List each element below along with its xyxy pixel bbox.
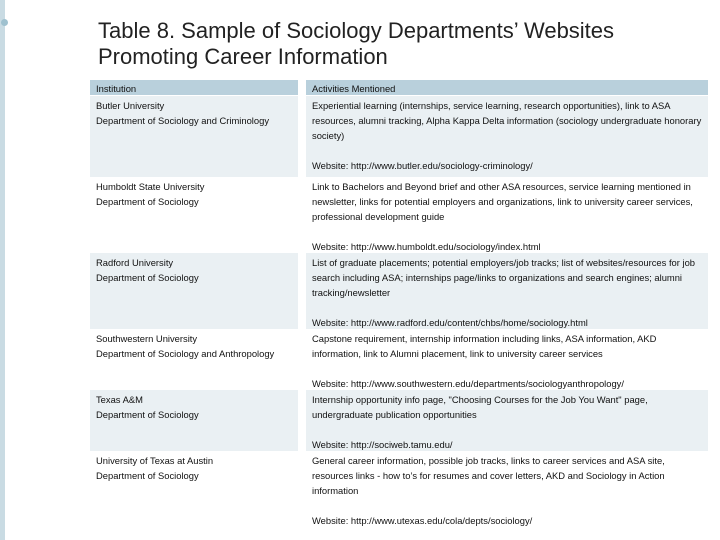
table-row	[90, 329, 708, 390]
institution-cell	[90, 96, 298, 177]
table-row	[90, 390, 708, 451]
slide-title: Table 8. Sample of Sociology Departments’ Websites Promoting Career Information	[98, 18, 615, 69]
institution-name: Texas A&M	[96, 394, 143, 405]
institution-name: Southwestern University	[96, 333, 198, 344]
department-name: Department of Sociology	[96, 470, 199, 481]
career-info-table	[90, 80, 708, 527]
activities-text: Link to Bachelors and Beyond brief and other ASA resources, service learning mentioned in newsletter, links for potential employers and organizations, link to university career services, professional development guide	[312, 181, 693, 222]
department-name: Department of Sociology	[96, 272, 199, 283]
activities-cell	[306, 390, 708, 451]
table-row	[90, 253, 708, 329]
website-text: Website: http://www.utexas.edu/cola/depts/sociology/	[312, 515, 533, 526]
institution-name: Radford University	[96, 257, 174, 268]
slide-accent-bar	[0, 0, 5, 540]
activities-cell	[306, 177, 708, 253]
table-header-row	[90, 80, 708, 96]
institution-name: Humboldt State University	[96, 181, 205, 192]
institution-cell	[90, 253, 298, 329]
website-text: Website: http://www.southwestern.edu/departments/sociologyanthropology/	[312, 378, 624, 389]
activities-cell	[306, 451, 708, 527]
department-name: Department of Sociology and Anthropology	[96, 348, 275, 359]
header-institution: Institution	[90, 80, 298, 96]
activities-cell	[306, 329, 708, 390]
website-text: Website: http://www.radford.edu/content/chbs/home/sociology.html	[312, 317, 588, 328]
institution-cell	[90, 329, 298, 390]
table-row	[90, 451, 708, 527]
slide-accent-dot	[1, 19, 8, 26]
department-name: Department of Sociology and Criminology	[96, 115, 270, 126]
department-name: Department of Sociology	[96, 196, 199, 207]
activities-cell	[306, 253, 708, 329]
institution-name: University of Texas at Austin	[96, 455, 214, 466]
table-row	[90, 177, 708, 253]
activities-text: Experiential learning (internships, service learning, research opportunities), link to ASA resources, alumni tracking, Alpha Kappa Delta information (sociology undergraduate honorary society)	[312, 100, 702, 141]
institution-cell	[90, 390, 298, 451]
department-name: Department of Sociology	[96, 409, 199, 420]
activities-text: Capstone requirement, internship information including links, ASA information, AKD information, link to Alumni placement, link to university career services	[312, 333, 657, 359]
institution-cell	[90, 177, 298, 253]
institution-cell	[90, 451, 298, 527]
activities-text: List of graduate placements; potential employers/job tracks; list of websites/resources for job search including ASA; internships page/links to organizations and search engines; alumni tracking/newsletter	[312, 257, 695, 298]
website-text: Website: http://sociweb.tamu.edu/	[312, 439, 453, 450]
table-row	[90, 96, 708, 177]
activities-cell	[306, 96, 708, 177]
website-text: Website: http://www.butler.edu/sociology-criminology/	[312, 160, 533, 171]
website-text: Website: http://www.humboldt.edu/sociology/index.html	[312, 241, 541, 252]
header-activities: Activities Mentioned	[306, 80, 708, 96]
activities-text: Internship opportunity info page, "Choosing Courses for the Job You Want" page, undergraduate publication opportunities	[312, 394, 648, 420]
institution-name: Butler University	[96, 100, 165, 111]
activities-text: General career information, possible job tracks, links to career services and ASA site, resources links - how to’s for resumes and cover letters, AKD and Sociology in Action information	[312, 455, 665, 496]
